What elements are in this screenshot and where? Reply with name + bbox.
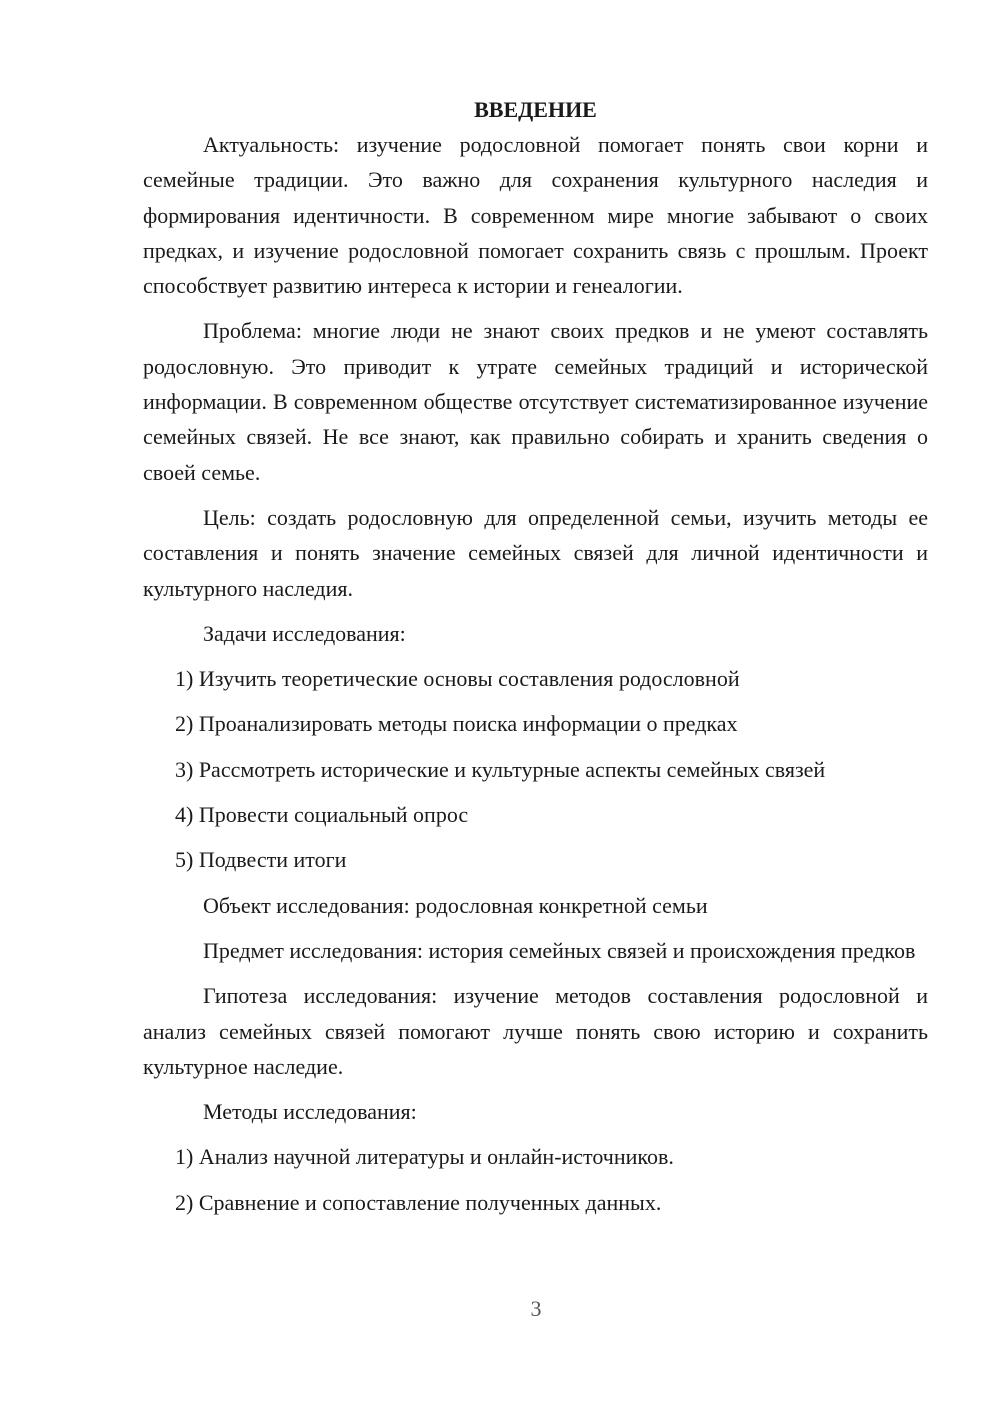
- task-item-4: 4) Провести социальный опрос: [175, 802, 469, 828]
- task-item-5: 5) Подвести итоги: [175, 847, 347, 873]
- problem-paragraph: Проблема: многие люди не знают своих предков и не умеют составлять родословную. Это приводит к утрате семейных традиций и исторической информации. В современном обществе отсутствует систематизированное изучение семейных связей. Не все знают, как правильно собирать и хранить сведения о своей семье.: [143, 318, 928, 485]
- method-item-1: 1) Анализ научной литературы и онлайн-источников.: [175, 1144, 674, 1170]
- task-item-2: 2) Проанализировать методы поиска информации о предках: [175, 711, 738, 737]
- document-page: [143, 92, 928, 1230]
- goal-paragraph: Цель: создать родословную для определенной семьи, изучить методы ее составления и понять значение семейных связей для личной идентичности и культурного наследия.: [143, 504, 928, 601]
- task-item-1: 1) Изучить теоретические основы составления родословной: [175, 666, 740, 692]
- hypothesis-paragraph: Гипотеза исследования: изучение методов составления родословной и анализ семейных связей помогают лучше понять свою историю и сохранить культурное наследие.: [143, 983, 928, 1079]
- subject-paragraph: Предмет исследования: история семейных связей и происхождения предков: [203, 937, 916, 963]
- object-paragraph: Объект исследования: родословная конкретной семьи: [203, 892, 708, 918]
- tasks-heading: Задачи исследования:: [203, 620, 406, 646]
- method-item-2: 2) Сравнение и сопоставление полученных данных.: [175, 1189, 662, 1215]
- relevance-paragraph: Актуальность: изучение родословной помогает понять свои корни и семейные традиции. Это важно для сохранения культурного наследия и формирования идентичности. В современном мире многие забывают о своих предках, и изучение родословной помогает сохранить связь с прошлым. Проект способствует развитию интереса к истории и генеалогии.: [143, 132, 928, 299]
- page-title: ВВЕДЕНИЕ: [474, 97, 597, 122]
- methods-heading: Методы исследования:: [203, 1099, 417, 1125]
- page-number: 3: [530, 1296, 542, 1321]
- task-item-3: 3) Рассмотреть исторические и культурные аспекты семейных связей: [175, 756, 826, 782]
